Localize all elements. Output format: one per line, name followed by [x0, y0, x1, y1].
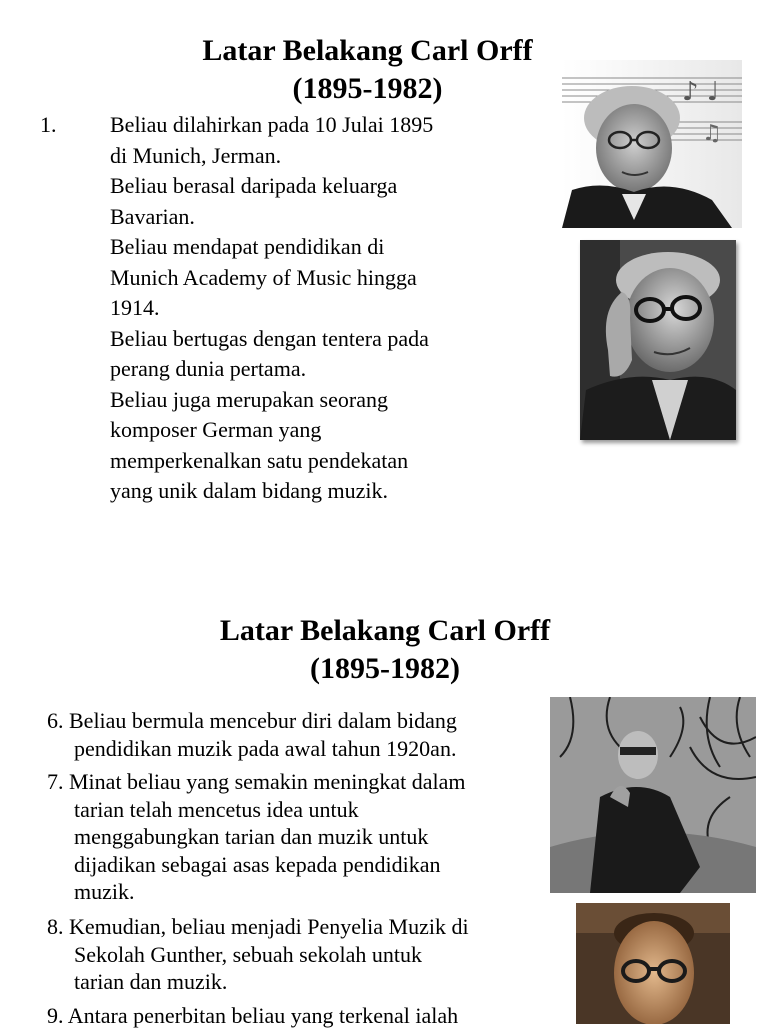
list-item-line: pendidikan muzik pada awal tahun 1920an.: [74, 735, 457, 761]
slide-1-paragraph: [110, 110, 530, 507]
list-number: 1.: [40, 112, 57, 137]
paragraph-line: Beliau berasal daripada keluarga: [110, 173, 398, 198]
paragraph-line: Beliau mendapat pendidikan di: [110, 234, 385, 259]
paragraph-line: memperkenalkan satu pendekatan: [110, 447, 409, 473]
list-item-line: muzik.: [74, 879, 135, 904]
list-item-line: tarian telah mencetus idea untuk: [74, 796, 359, 822]
svg-text:♪ ♩: ♪ ♩: [682, 77, 720, 107]
slide-1-title: [130, 32, 605, 108]
list-item-first-line: 6. Beliau bermula mencebur diri dalam bidang: [47, 708, 457, 733]
paragraph-line: perang dunia pertama.: [110, 356, 307, 381]
paragraph-line: di Munich, Jerman.: [110, 142, 282, 168]
list-item-line: dijadikan sebagai asas kepada pendidikan: [74, 851, 441, 877]
paragraph-line: Beliau juga merupakan seorang: [110, 386, 388, 412]
portrait-orff-young-glasses: [576, 903, 730, 1024]
slide-2-title: [150, 612, 620, 688]
paragraph-line: Munich Academy of Music hingga: [110, 264, 417, 290]
list-item-6: [47, 707, 547, 762]
paragraph-line: Bavarian.: [110, 203, 195, 229]
paragraph-line: komposer German yang: [110, 417, 322, 442]
paragraph-line: 1914.: [110, 295, 160, 320]
slide-2-title-line-2: (1895-1982): [310, 652, 460, 685]
slide-1-title-line-1: Latar Belakang Carl Orff: [202, 34, 533, 67]
slide-1-title-line-2: (1895-1982): [292, 72, 443, 105]
portrait-orff-outdoor-trees: [550, 697, 756, 893]
svg-text:♫: ♫: [702, 121, 722, 146]
list-item-8: [47, 913, 547, 996]
list-item-first-line: 7. Minat beliau yang semakin meningkat dalam: [47, 769, 466, 794]
portrait-orff-with-sheet-music: [562, 60, 742, 228]
list-item-9: [47, 1002, 547, 1030]
list-item-7: [47, 768, 547, 906]
paragraph-line: Beliau bertugas dengan tentera pada: [110, 325, 429, 351]
list-item-line: Sekolah Gunther, sebuah sekolah untuk: [74, 941, 422, 967]
paragraph-line: Beliau dilahirkan pada 10 Julai 1895: [110, 112, 434, 137]
list-item-first-line: 8. Kemudian, beliau menjadi Penyelia Muzik di: [47, 914, 469, 939]
list-item-first-line: 9. Antara penerbitan beliau yang terkenal ialah: [47, 1003, 459, 1028]
paragraph-line: yang unik dalam bidang muzik.: [110, 478, 388, 503]
slide-2-title-line-1: Latar Belakang Carl Orff: [219, 614, 551, 647]
list-item-line: tarian dan muzik.: [74, 969, 228, 994]
list-item-line: menggabungkan tarian dan muzik untuk: [74, 824, 429, 849]
portrait-orff-hand-on-cheek: [580, 240, 736, 440]
